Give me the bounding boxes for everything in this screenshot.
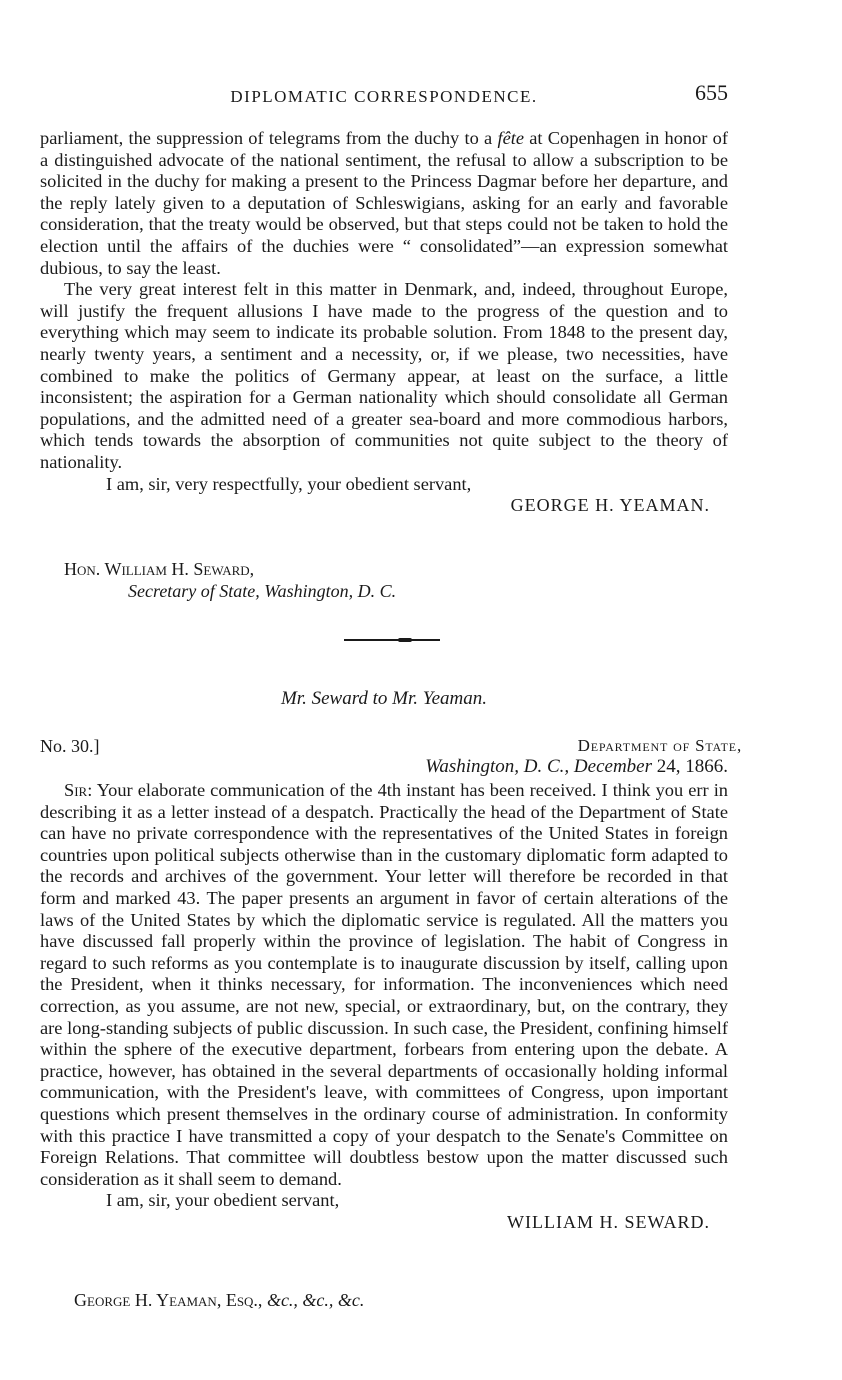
fete-italic: fête [497, 128, 525, 148]
letter1-addressee-title: Secretary of State, Washington, D. C. [128, 581, 397, 601]
letter1-paragraph-2: The very great interest felt in this matter in Denmark, and, indeed, throughout Europe, will justify the frequent allusions I have made to the progress of the question and to everything which may seem to indicate its probable solution. From 1848 to the present day, nearly twenty years, a sentiment and a necessity, or, if we please, two necessities, have combined to make the politics of Germany appear, at least on the surface, a little inconsistent; the aspiration for a German nationality which should consolidate all German populations, and the admitted need of a greater sea-board and more commodious harbors, which tends towards the absorption of communities not quite subject to the theory of nationality. [40, 279, 728, 472]
letter1-addressee-name: Hon. William H. Seward, [64, 559, 255, 579]
despatch-number: No. 30.] [40, 736, 100, 756]
letter2-addressee-name: George H. Yeaman, Esq., [74, 1290, 263, 1310]
letter1-body [40, 128, 728, 517]
department-line: Department of State, [577, 736, 742, 755]
running-title: DIPLOMATIC CORRESPONDENCE. [230, 87, 538, 106]
running-head [40, 80, 728, 112]
letter1-paragraph-1: parliament, the suppression of telegrams from the duchy to a fête at Copenhagen in honor of a distinguished advocate of the national sentiment, the refusal to allow a subscription to be solicited in the duchy for making a present to the Princess Dagmar before her departure, and the reply lately given to a deputation of Schleswigians, asking for an early and favorable consideration, that the treaty would be observed, but that steps could not be taken to hold the election until the affairs of the duchies were “ consolidated”—an expression somewhat dubious, to say the least. [40, 128, 728, 278]
letter1-closing: I am, sir, very respectfully, your obedient servant, [106, 473, 472, 494]
section-divider [344, 639, 440, 641]
letter2-addressee-etc: &c., &c., &c. [266, 1290, 365, 1310]
letter2-closing: I am, sir, your obedient servant, [106, 1190, 340, 1211]
letter2-addressee [74, 1289, 364, 1311]
letter2-paragraph: Sir: Your elaborate communication of the 4th instant has been received. I think you err in describing it as a letter instead of a despatch. Practically the head of the Department of State can have no private correspondence with the representatives of the United States in foreign countries upon political subjects otherwise than in the customary diplomatic form adapted to the records and archives of the government. Your letter will therefore be recorded in that form and marked 43. The paper presents an argument in favor of certain alterations of the laws of the United States by which the diplomatic service is regulated. All the matters you have discussed fall properly within the province of legislation. The habit of Congress in regard to such reforms as you contemplate is to inaugurate discussion by itself, calling upon the President, when it thinks necessary, for information. The inconveniences which need correction, as you assume, are not new, special, or extraordinary, but, on the contrary, they are long-standing subjects of public discussion. In such case, the President, confining himself within the sphere of the executive department, forbears from entering upon the debate. A practice, however, has obtained in the several departments of occasionally holding informal communication, with the President's leave, with committees of Congress, upon important questions which present themselves in the ordinary course of administration. In conformity with this practice I have transmitted a copy of your despatch to the Senate's Committee on Foreign Relations. That committee will doubtless bestow upon the matter discussed such consideration as it shall seem to demand. [40, 780, 728, 1189]
page-number: 655 [695, 80, 728, 105]
section-divider-ornament [398, 638, 412, 642]
letter1-signature: GEORGE H. YEAMAN. [510, 495, 710, 516]
letter1-addressee [64, 558, 396, 602]
letter2-body [40, 780, 728, 1233]
letter2-signature: WILLIAM H. SEWARD. [507, 1211, 710, 1232]
salutation: Sir: [64, 780, 93, 800]
letter2-heading: Mr. Seward to Mr. Yeaman. [280, 688, 488, 709]
dateline: Washington, D. C., December 24, 1866. [425, 756, 728, 777]
